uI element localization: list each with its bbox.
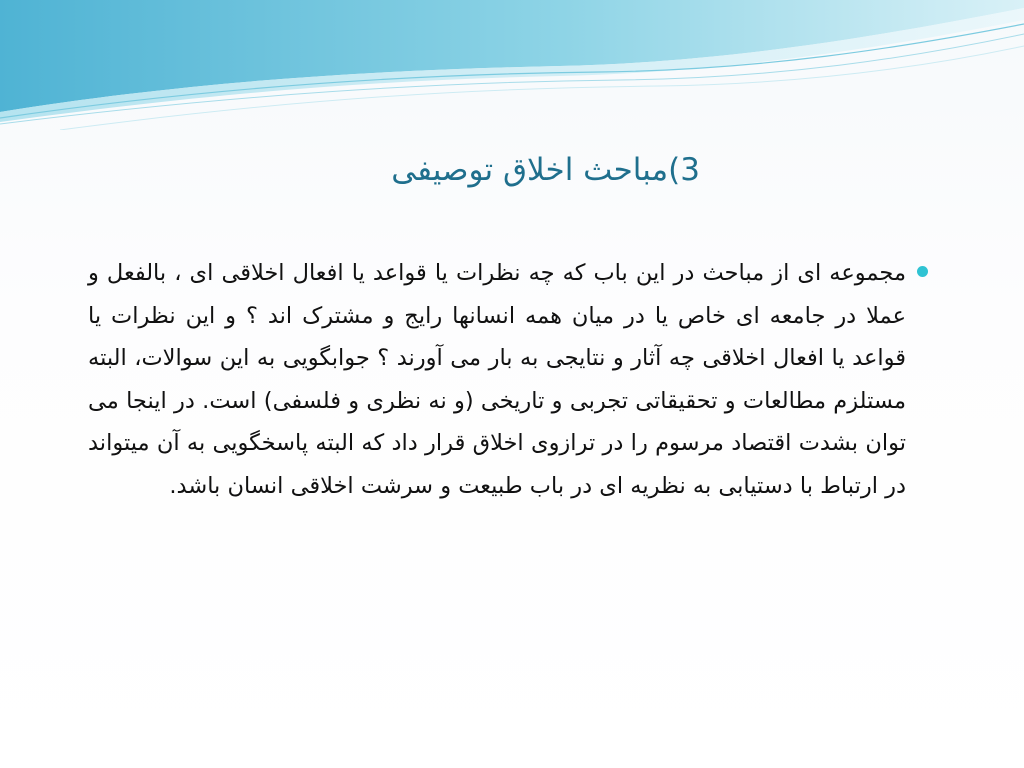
bullet-text: مجموعه ای از مباحث در این باب که چه نظرات یا قواعد یا افعال اخلاقی ای ، بالفعل و عملا در جامعه ای خاص یا در میان همه انسانها رایج و مشترک اند ؟ و این نظرات یا قواعد یا افعال اخلاقی چه آثار و نتایجی به بار می آورند ؟ جوابگویی به این سوالات، البته مستلزم مطالعات و تحقیقاتی تجربی و تاریخی (و نه نظری و فلسفی) است. در اینجا می توان بشدت اقتصاد مرسوم را در ترازوی اخلاق قرار داد که البته پاسخگویی به آن میتواند در ارتباط با دستیابی به نظریه ای در باب طبیعت و سرشت اخلاقی انسان باشد. bbox=[88, 260, 906, 499]
header-wave-decoration bbox=[0, 0, 1024, 130]
bullet-dot-icon bbox=[917, 266, 928, 277]
list-item bbox=[88, 252, 906, 507]
slide-title: 3)مباحث اخلاق توصیفی bbox=[391, 152, 700, 188]
slide-content bbox=[88, 252, 906, 507]
